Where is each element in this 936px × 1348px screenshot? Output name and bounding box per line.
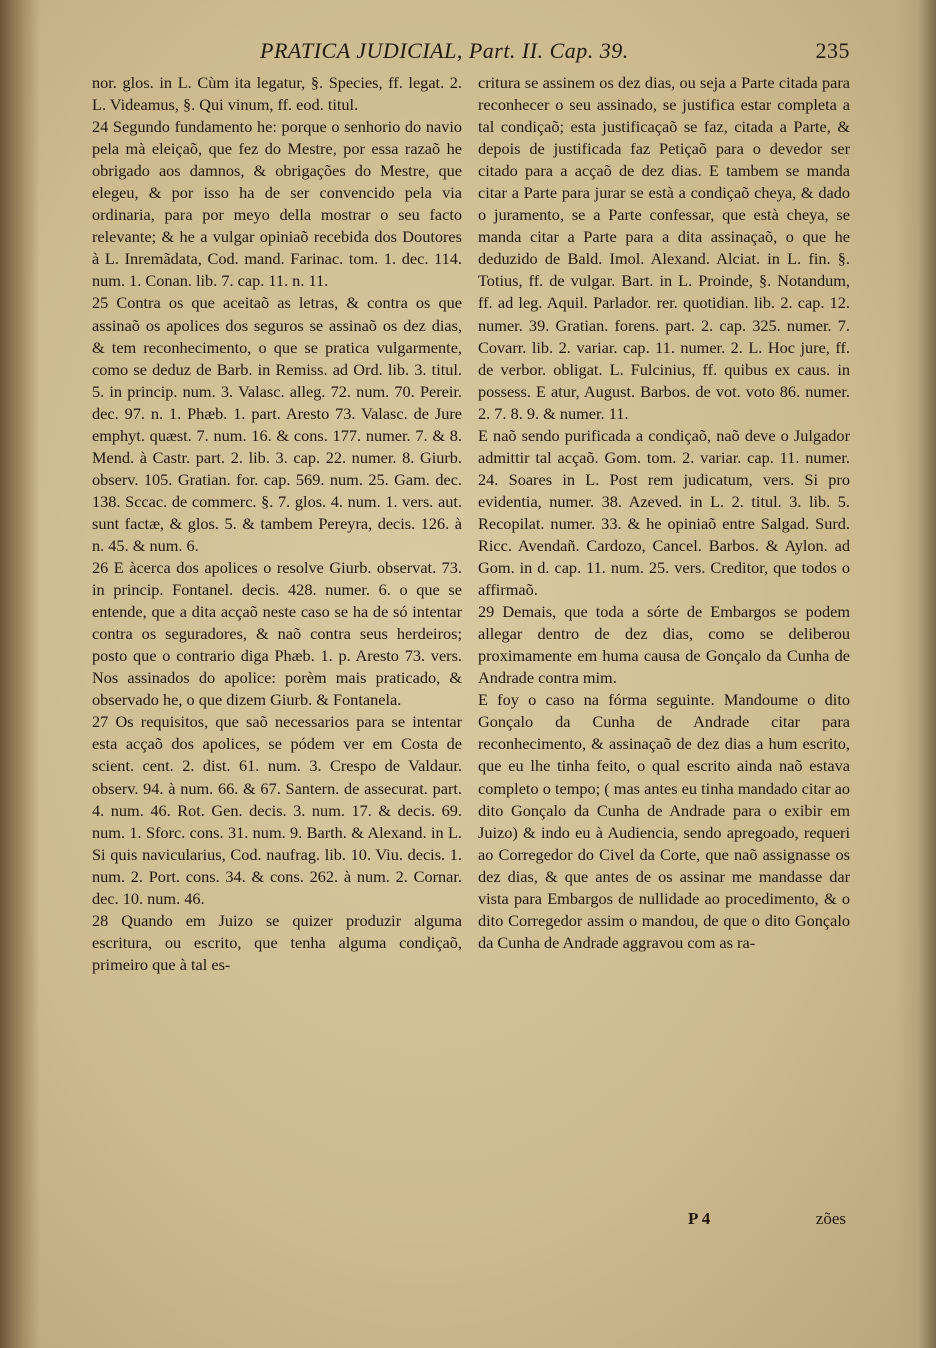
left-column [92, 72, 462, 976]
paragraph: 27 Os requisitos, que saõ necessarios para se intentar esta acçaõ dos apolices, se pódem ver em Costa de scient. cent. 2. dist. 61. num. 3. Crespo de Valdaur. observ. 94. à num. 66. & 67. Santern. de assecurat. part. 4. num. 46. Rot. Gen. decis. 3. num. 17. & decis. 69. num. 1. Sforc. cons. 31. num. 9. Barth. & Alexand. in L. Si quis navicularius, Cod. naufrag. lib. 10. Viu. decis. 1. num. 2. Port. cons. 34. & cons. 262. à num. 2. Cornar. dec. 10. num. 46. [92, 712, 462, 908]
paragraph: 24 Segundo fundamento he: porque o senhorio do navio pela mà eleiçaõ, que fez do Mestre, por essa razaõ he obrigado aos damnos, & obrigações do Mestre, que elegeu, & por isso ha de ser convencido pela via ordinaria, para por meyo della mostrar o seu facto relevante; & he a vulgar opiniaõ recebida dos Doutores à L. Inremãdata, Cod. mand. Farinac. tom. 1. dec. 114. num. 1. Conan. lib. 7. cap. 11. n. 11. [92, 117, 462, 291]
paragraph: critura se assinem os dez dias, ou seja a Parte citada para reconhecer o seu assinado, se justifica estar completa a tal condiçaõ; esta justificaçaõ se faz, citada a Parte, & depois de justificada faz Petiçaõ para o devedor ser citado para a acçaõ de dez dias. E tambem se manda citar a Parte para jurar se està a condiçaõ cheya, & dado o juramento, se a Parte confessar, que està cheya, se manda citar a Parte para a dita assinaçaõ, o que he deduzido de Bald. Imol. Alexand. Alciat. in L. fin. §. Totius, ff. de vulgar. Bart. in L. Proinde, §. Notandum, ff. ad leg. Aquil. Parlador. rer. quotidian. lib. 2. cap. 12. numer. 39. Gratian. forens. part. 2. cap. 325. numer. 7. Covarr. lib. 2. variar. cap. 11. numer. 2. L. Hoc jure, ff. de verbor. obligat. L. Fulcinius, ff. quibus ex caus. in possess. E atur, August. Barbos. de vot. voto 86. numer. 2. 7. 8. 9. & numer. 11. [478, 73, 850, 423]
page-edge [896, 0, 936, 1348]
right-column [478, 72, 850, 954]
catchword: zões [815, 1209, 846, 1228]
paragraph: 28 Quando em Juizo se quizer produzir alguma escritura, ou escrito, que tenha alguma condiçaõ, primeiro que à tal es- [92, 910, 462, 974]
paragraph: 25 Contra os que aceitaõ as letras, & contra os que assinaõ os apolices dos seguros se assinaõ os dez dias, & tem reconhecimento, o que se pratica vulgarmente, como se deduz de Barb. in Remiss. ad Ord. lib. 3. titul. 5. in princip. num. 3. Valasc. alleg. 72. num. 70. Pereir. dec. 97. n. 1. Phæb. 1. part. Aresto 73. Valasc. de Jure emphyt. quæst. 7. num. 16. & cons. 177. numer. 7. & 8. Mend. à Castr. part. 2. lib. 3. cap. 22. numer. 8. Giurb. observ. 105. Gratian. for. cap. 569. num. 25. Gam. dec. 138. Sccac. de commerc. §. 7. glos. 4. num. 1. vers. aut. sunt factæ, & glos. 5. & tambem Pereyra, decis. 126. à n. 45. & num. 6. [92, 293, 462, 555]
binding-gutter [0, 0, 40, 1348]
paragraph: E foy o caso na fórma seguinte. Mandoume o dito Gonçalo da Cunha de Andrade citar para reconhecimento, & assinaçaõ de dez dias a hum escrito, que eu lhe tinha feito, o qual escrito ainda naõ estava completo o tempo; ( mas antes eu tinha mandado citar ao dito Gonçalo da Cunha de Andrade para o exibir em Juizo) & indo eu à Audiencia, sendo apregoado, requeri ao Corregedor do Civel da Corte, que naõ assignasse os dez dias, & que antes de os assinar me mandasse dar vista para Embargos de nullidade ao procedimento, & o dito Corregedor assim o mandou, de que o dito Gonçalo da Cunha de Andrade aggravou com as ra- [478, 690, 850, 952]
paragraph: 29 Demais, que toda a sórte de Embargos se podem allegar dentro de dez dias, como se deliberou proximamente em huma causa de Gonçalo da Cunha de Andrade contra mim. [478, 602, 850, 688]
paragraph: nor. glos. in L. Cùm ita legatur, §. Species, ff. legat. 2. L. Videamus, §. Qui vinum, ff. eod. titul. [92, 73, 462, 115]
signature-mark: P 4 [688, 1209, 711, 1228]
paragraph: E naõ sendo purificada a condiçaõ, naõ deve o Julgador admittir tal acçaõ. Gom. tom. 2. variar. cap. 11. numer. 24. Soares in L. Post rem judicatum, vers. Si pro evidentia, numer. 38. Azeved. in L. 2. titul. 3. lib. 5. Recopilat. numer. 33. & he opiniaõ entre Salgad. Surd. Ricc. Avendañ. Cardozo, Cancel. Barbos. & Aylon. ad Gom. in d. cap. 11. num. 25. vers. Creditor, que todos o affirmaõ. [478, 425, 850, 600]
running-header [260, 38, 860, 68]
paragraph: 26 E àcerca dos apolices o resolve Giurb. observat. 73. in princip. Fontanel. decis. 428. numer. 6. o que se entende, que a dita acçaõ neste caso se ha de só intentar contra os seguradores, & naõ contra seus herdeiros; posto que o contrario diga Phæb. 1. p. Aresto 73. vers. Nos assinados do apolice: porèm mais praticado, & observado he, o que dizem Giurb. & Fontanela. [92, 558, 462, 710]
page-footer [478, 1209, 850, 1233]
page-number: 235 [815, 38, 850, 63]
running-title: PRATICA JUDICIAL, Part. II. Cap. 39. [260, 38, 629, 63]
